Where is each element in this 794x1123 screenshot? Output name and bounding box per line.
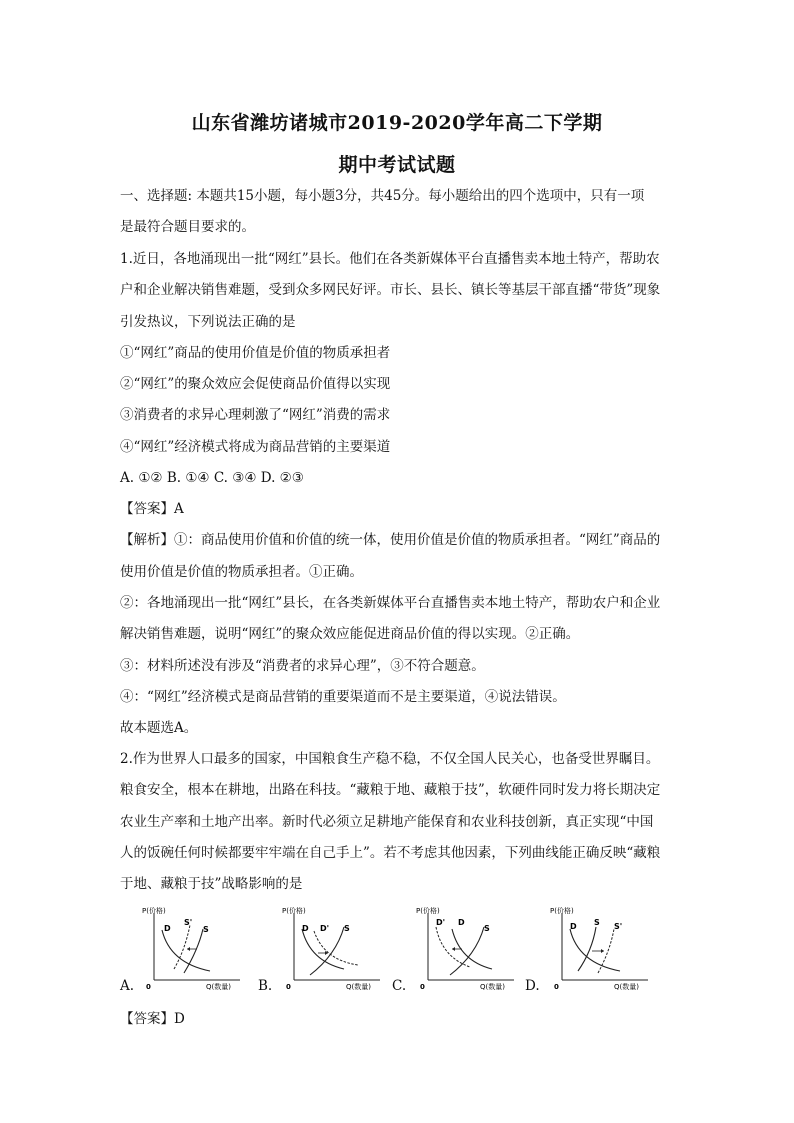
question-2-stem: 2.作为世界人口最多的国家，中国粮食生产稳不稳，不仅全国人民关心，也备受世界瞩目。: [120, 751, 660, 767]
question-1-stem: 引发热议，下列说法正确的是: [120, 314, 296, 330]
svg-text:D: D: [164, 924, 171, 933]
svg-text:S: S: [594, 918, 600, 927]
option-label: C.: [392, 978, 407, 994]
question-1-item: ③消费者的求异心理刺激了“网红”消费的需求: [120, 407, 391, 423]
y-axis-label: P(价格): [550, 907, 574, 915]
option-label: B.: [258, 978, 273, 994]
x-axis-label: Q(数量): [480, 983, 505, 991]
option-label: A.: [120, 978, 135, 994]
question-2-stem: 粮食安全，根本在耕地，出路在科技。“藏粮于地、藏粮于技”，软硬件同时发力将长期决定: [120, 782, 661, 798]
graph-option-a: [140, 905, 250, 990]
section-instructions: 一、选择题: 本题共15小题，每小题3分，共45分。每小题给出的四个选项中，只有一项: [120, 188, 645, 204]
question-1-analysis: 使用价值是价值的物质承担者。①正确。: [120, 564, 363, 580]
question-2-answer: 【答案】D: [120, 1011, 185, 1027]
svg-text:S': S': [184, 918, 193, 927]
exam-title: 山东省潍坊诸城市2019-2020学年高二下学期: [191, 112, 603, 134]
svg-text:S: S: [484, 924, 490, 933]
svg-text:D: D: [302, 924, 309, 933]
question-1-answer: 【答案】A: [120, 501, 184, 517]
svg-text:S: S: [344, 924, 350, 933]
question-1-analysis: 故本题选A。: [120, 720, 198, 736]
x-axis-label: Q(数量): [346, 983, 371, 991]
svg-text:D': D': [320, 924, 330, 933]
question-2-stem: 人的饭碗任何时候都要牢牢端在自己手上”。若不考虑其他因素，下列曲线能正确反映“藏粮: [120, 845, 661, 861]
svg-text:S: S: [203, 925, 209, 934]
question-1-analysis: ③：材料所述没有涉及“消费者的求异心理”，③不符合题意。: [120, 658, 485, 674]
question-1-stem: 1.近日，各地涌现出一批“网红”县长。他们在各类新媒体平台直播售卖本地土特产，帮助农: [120, 251, 660, 267]
question-1-options: A. ①② B. ①④ C. ③④ D. ②③: [120, 470, 304, 486]
question-1-analysis: ④：“网红”经济模式是商品营销的重要渠道而不是主要渠道，④说法错误。: [120, 689, 566, 705]
section-instructions: 是最符合题目要求的。: [120, 219, 255, 235]
y-axis-label: P(价格): [416, 907, 440, 915]
y-axis-label: P(价格): [282, 907, 306, 915]
graph-option-b: [280, 905, 390, 990]
question-2-stem: 农业生产率和土地产出率。新时代必须立足耕地产能保育和农业科技创新，真正实现“中国: [120, 814, 654, 830]
question-2-stem: 于地、藏粮于技”战略影响的是: [120, 876, 303, 892]
svg-text:S': S': [614, 922, 623, 931]
question-1-item: ①“网红”商品的使用价值是价值的物质承担者: [120, 345, 391, 361]
question-1-analysis: 【解析】①：商品使用价值和价值的统一体，使用价值是价值的物质承担者。“网红”商品的: [120, 532, 661, 548]
question-1-analysis: ②：各地涌现出一批“网红”县长，在各类新媒体平台直播售卖本地土特产，帮助农户和企业: [120, 595, 661, 611]
question-1-item: ②“网红”的聚众效应会促使商品价值得以实现: [120, 376, 391, 392]
question-1-stem: 户和企业解决销售难题，受到众多网民好评。市长、县长、镇长等基层干部直播“带货”现象: [120, 282, 661, 298]
svg-text:D: D: [570, 922, 577, 931]
option-label: D.: [525, 978, 540, 994]
origin-label: 0: [554, 983, 559, 991]
y-axis-label: P(价格): [142, 907, 166, 915]
svg-text:D: D: [458, 918, 465, 927]
question-1-item: ④“网红”经济模式将成为商品营销的主要渠道: [120, 439, 391, 455]
svg-text:D': D': [436, 918, 446, 927]
graph-option-d: [548, 905, 658, 990]
x-axis-label: Q(数量): [206, 983, 231, 991]
exam-subtitle: 期中考试试题: [338, 154, 456, 176]
origin-label: 0: [420, 983, 425, 991]
question-1-analysis: 解决销售难题，说明“网红”的聚众效应能促进商品价值的得以实现。②正确。: [120, 626, 580, 642]
origin-label: 0: [146, 983, 151, 991]
graph-option-c: [414, 905, 524, 990]
origin-label: 0: [286, 983, 291, 991]
x-axis-label: Q(数量): [614, 983, 639, 991]
